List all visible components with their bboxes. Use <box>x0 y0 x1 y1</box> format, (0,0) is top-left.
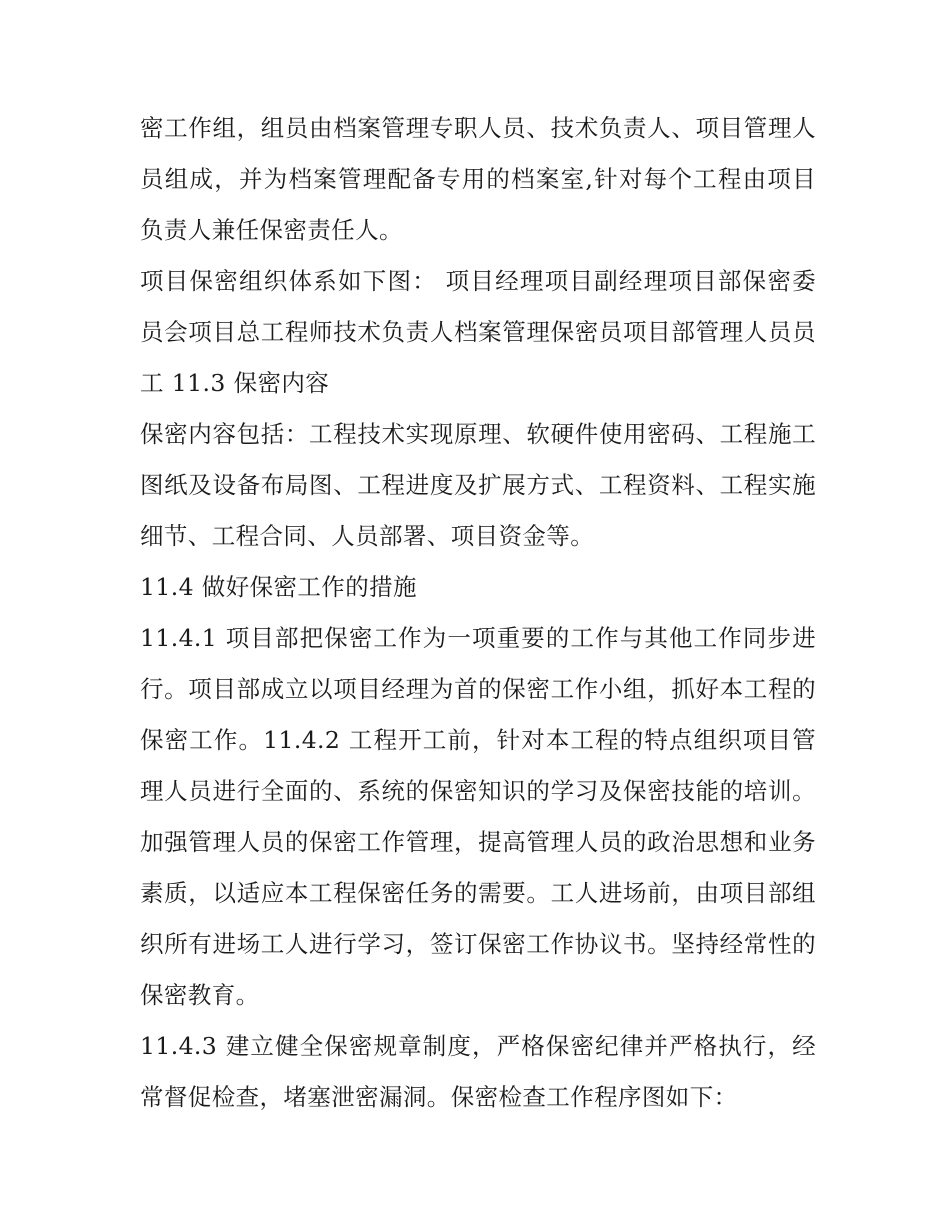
document-body <box>140 103 816 1123</box>
paragraph-org-structure: 项目保密组织体系如下图： 项目经理项目副经理项目部保密委员会项目总工程师技术负责人档案管理保密员项目部管理人员员工 11.3 保密内容 <box>140 267 816 397</box>
paragraph-confidential-content: 保密内容包括：工程技术实现原理、软硬件使用密码、工程施工图纸及设备布局图、工程进度及扩展方式、工程资料、工程实施细节、工程合同、人员部署、项目资金等。 <box>140 420 816 550</box>
paragraph-archive-team: 密工作组，组员由档案管理专职人员、技术负责人、项目管理人员组成，并为档案管理配备专用的档案室,针对每个工程由项目负责人兼任保密责任人。 <box>140 114 816 244</box>
paragraph-11-4-1: 11.4.1 项目部把保密工作为一项重要的工作与其他工作同步进行。项目部成立以项目经理为首的保密工作小组，抓好本工程的保密工作。11.4.2 工程开工前，针对本工程的特点组织项目管理人员进行全面的、系统的保密知识的学习及保密技能的培训。加强管理人员的保密工作管理，提高管理人员的政治思想和业务素质，以适应本工程保密任务的需要。工人进场前，由项目部组织所有进场工人进行学习，签订保密工作协议书。坚持经常性的保密教育。 <box>140 624 816 1009</box>
paragraph-11-4-3: 11.4.3 建立健全保密规章制度，严格保密纪律并严格执行，经常督促检查，堵塞泄密漏洞。保密检查工作程序图如下： <box>140 1032 816 1111</box>
section-heading-11-4: 11.4 做好保密工作的措施 <box>140 573 417 601</box>
